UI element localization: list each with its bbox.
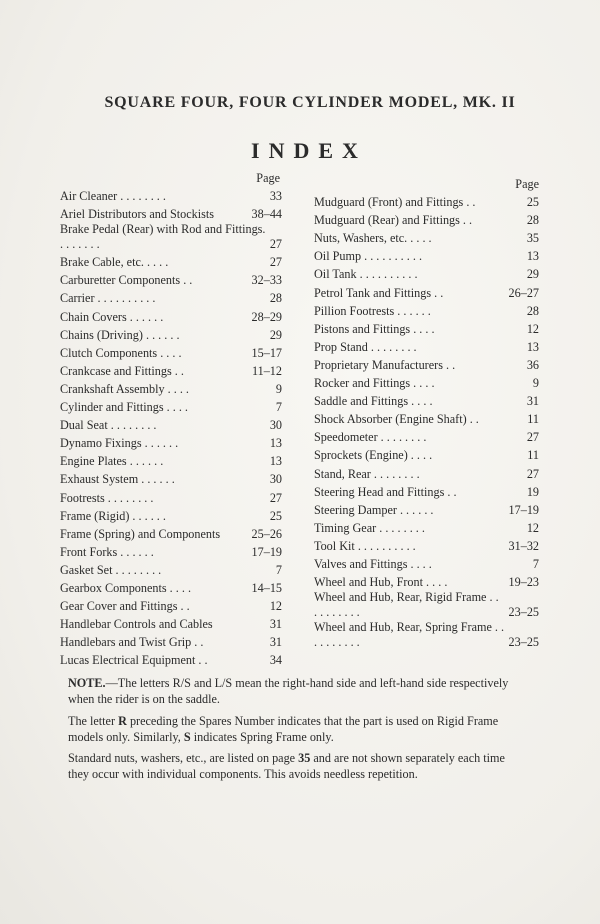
index-entry [314,620,539,650]
index-entry-page: 9 [532,376,539,391]
index-entry-label: Frame (Spring) and Components [60,526,221,541]
index-entry-page: 27 [269,490,282,505]
index-entry-label: Speedometer . . . . . . . . [314,430,427,445]
index-entry-label: Brake Cable, etc. . . . . [60,255,169,270]
index-entry [60,596,282,614]
index-entry-label: Proprietary Manufacturers . . [314,357,456,372]
index-entry [314,590,539,620]
index-entry-label: Footrests . . . . . . . . [60,490,154,505]
index-entry-label: Exhaust System . . . . . . [60,472,175,487]
index-entry [314,373,539,391]
index-entry [60,578,282,596]
index-entry-label: Lucas Electrical Equipment . . [60,653,208,668]
index-entry-page: 35 [526,231,539,246]
index-entry-page: 7 [275,562,282,577]
index-entry-label: Tool Kit . . . . . . . . . . [314,538,416,553]
index-entry-page: 30 [269,418,282,433]
index-entry-label: Oil Tank . . . . . . . . . . [314,267,418,282]
note-lead: NOTE. [68,676,106,690]
index-entry-page: 28 [526,303,539,318]
index-entry-label: Engine Plates . . . . . . [60,454,164,469]
index-entry-label: Prop Stand . . . . . . . . [314,339,417,354]
index-entry [60,433,282,451]
index-entry-label: Steering Head and Fittings . . [314,484,457,499]
index-entry-page: 13 [269,436,282,451]
index-entry-page: 11 [527,448,539,463]
note-text: Standard nuts, washers, etc., are listed on page [68,751,299,765]
index-entry [314,482,539,500]
index-entry [60,632,282,650]
index-entry-label: Stand, Rear . . . . . . . . [314,466,420,481]
page-column-header: Page [256,171,280,185]
index-entry-page: 12 [526,321,539,336]
index-title: INDEX [251,138,367,163]
index-entry-page: 12 [526,520,539,535]
index-entry-label: Gear Cover and Fittings . . [60,599,190,614]
index-entry-page: 28 [526,213,539,228]
index-entry-label: Carburetter Components . . [60,273,193,288]
index-entry-page: 15–17 [251,345,282,360]
index-entry [60,469,282,487]
note-paragraph-2 [68,713,528,745]
index-entry-label: Carrier . . . . . . . . . . [60,291,156,306]
index-entry-page: 12 [269,599,282,614]
index-entry-label: Cylinder and Fittings . . . . [60,400,188,415]
index-entry-page: 11 [527,412,539,427]
note-text: preceding the Spares Number indicates that the part is used on Rigid Frame models only. Similarly, [68,714,499,744]
index-left-column [60,170,282,668]
index-entry [314,391,539,409]
index-entry-page: 13 [526,249,539,264]
index-entry [60,306,282,324]
note-text: and are not shown separately each time they occur with individual components. This avoids needless repetition. [68,751,505,781]
index-entry [314,409,539,427]
index-entry-page: 19–23 [508,575,539,590]
index-entry-label: Pistons and Fittings . . . . [314,321,435,336]
index-entry [314,228,539,246]
index-entry [314,554,539,572]
index-entry-label: Dual Seat . . . . . . . . [60,418,157,433]
index-entry [314,355,539,373]
index-entry-label: Timing Gear . . . . . . . . [314,520,425,535]
index-entry-label: Gasket Set . . . . . . . . [60,562,162,577]
index-entry [314,427,539,445]
index-entry-label: Mudguard (Rear) and Fittings . . [314,213,473,228]
index-entry-page: 28 [269,291,282,306]
index-entry-label: Gearbox Components . . . . [60,580,191,595]
index-entry-page: 13 [526,339,539,354]
index-entry [314,319,539,337]
index-entry-label: Shock Absorber (Engine Shaft) . . [314,412,479,427]
index-entry [60,270,282,288]
index-entry-label: Steering Damper . . . . . . [314,502,434,517]
index-entry [60,252,282,270]
index-entry [314,337,539,355]
index-entry [60,506,282,524]
index-entry-page: 27 [269,237,282,252]
note-text: —The letters R/S and L/S mean the right-hand side and left-hand side respectively when the rider is on the saddle. [68,676,509,706]
index-entry [60,325,282,343]
index-entry [60,560,282,578]
index-entry [314,192,539,210]
index-entry-label: Mudguard (Front) and Fittings . . [314,195,476,210]
index-entry-page: 38–44 [251,207,282,222]
index-entry-label: Pillion Footrests . . . . . . [314,303,431,318]
index-entry-page: 17–19 [508,502,539,517]
index-entry-page: 25 [269,508,282,523]
index-entry-page: 25 [526,195,539,210]
index-entry-page: 32–33 [251,273,282,288]
index-entry [60,288,282,306]
index-entry-page: 17–19 [251,544,282,559]
index-entry [314,264,539,282]
index-entry-page: 14–15 [251,580,282,595]
index-entry [60,487,282,505]
note-paragraph-3 [68,750,528,782]
index-entry-page: 23–25 [508,635,539,650]
index-entry-page: 30 [269,472,282,487]
index-entry-label: Oil Pump . . . . . . . . . . [314,249,423,264]
note-text: indicates Spring Frame only. [190,730,334,744]
index-entry-page: 11–12 [251,363,282,378]
index-entry-label: Crankcase and Fittings . . [60,363,184,378]
index-entry-label: Ariel Distributors and Stockists [60,207,215,222]
index-entry-label: Brake Pedal (Rear) with Rod and Fittings. . . . . . . . [60,222,266,252]
index-entry-page: 36 [526,357,539,372]
index-entry [60,361,282,379]
index-entry-page: 31–32 [508,538,539,553]
index-entry [314,282,539,300]
index-entry [314,518,539,536]
index-entry-label: Rocker and Fittings . . . . [314,376,435,391]
index-entry-label: Valves and Fittings . . . . [314,556,432,571]
index-entry-page: 13 [269,454,282,469]
index-entry [60,204,282,222]
index-entry [60,542,282,560]
index-entry-label: Sprockets (Engine) . . . . [314,448,433,463]
index-entry-page: 29 [269,327,282,342]
index-entry [314,536,539,554]
index-entry [60,222,282,252]
page-column-header: Page [515,177,539,191]
index-entry-page: 26–27 [508,285,539,300]
index-entry [60,524,282,542]
index-entry [60,415,282,433]
index-entry-page: 19 [526,484,539,499]
index-entry-label: Handlebars and Twist Grip . . [60,635,204,650]
index-entry [314,301,539,319]
index-entry-page: 28–29 [251,309,282,324]
index-entry [314,445,539,463]
index-entry-label: Chain Covers . . . . . . [60,309,164,324]
index-entry [314,210,539,228]
index-entry [60,451,282,469]
index-entry-page: 31 [269,617,282,632]
index-entry-label: Air Cleaner . . . . . . . . [60,189,166,204]
index-entry-list [314,192,539,650]
index-entry [60,343,282,361]
index-entry-label: Handlebar Controls and Cables [60,617,213,632]
note-bold-number: 35 [298,751,311,765]
index-entry-page: 23–25 [508,605,539,620]
index-entry-page: 25–26 [251,526,282,541]
index-entry-page: 7 [275,400,282,415]
index-entry-label: Crankshaft Assembly . . . . [60,381,189,396]
index-entry-label: Wheel and Hub, Front . . . . [314,575,448,590]
index-entry [314,463,539,481]
note-paragraph-1 [68,675,528,707]
index-entry [60,650,282,668]
index-entry-label: Nuts, Washers, etc. . . . . [314,231,432,246]
index-entry-label: Front Forks . . . . . . [60,544,154,559]
index-entry-label: Wheel and Hub, Rear, Rigid Frame . . . . . . . . . . [314,590,499,620]
index-entry-page: 27 [269,255,282,270]
index-entry-page: 7 [532,556,539,571]
model-title: SQUARE FOUR, FOUR CYLINDER MODEL, MK. II [104,94,516,111]
index-entry-label: Chains (Driving) . . . . . . [60,327,180,342]
index-entry [60,379,282,397]
index-entry-label: Wheel and Hub, Rear, Spring Frame . . . . . . . . . . [314,620,505,650]
index-entry-page: 9 [275,381,282,396]
index-right-column [314,170,539,650]
index-entry-page: 27 [526,430,539,445]
index-entry [314,572,539,590]
index-entry-label: Frame (Rigid) . . . . . . [60,508,166,523]
index-entry [60,186,282,204]
index-entry [60,397,282,415]
index-entry-page: 34 [269,653,282,668]
note-text: The letter [68,714,119,728]
index-entry [314,500,539,518]
index-entry-page: 27 [526,466,539,481]
index-entry-page: 33 [269,189,282,204]
index-entry-list [60,186,282,668]
index-entry-label: Dynamo Fixings . . . . . . [60,436,179,451]
index-entry-page: 31 [269,635,282,650]
index-entry-label: Clutch Components . . . . [60,345,182,360]
index-entry-page: 31 [526,394,539,409]
note-bold-letter: R [118,714,127,728]
index-entry-label: Saddle and Fittings . . . . [314,394,433,409]
note-bold-letter: S [183,730,191,744]
index-entry [314,246,539,264]
index-entry-label: Petrol Tank and Fittings . . [314,285,444,300]
index-entry [60,614,282,632]
index-entry-page: 29 [526,267,539,282]
